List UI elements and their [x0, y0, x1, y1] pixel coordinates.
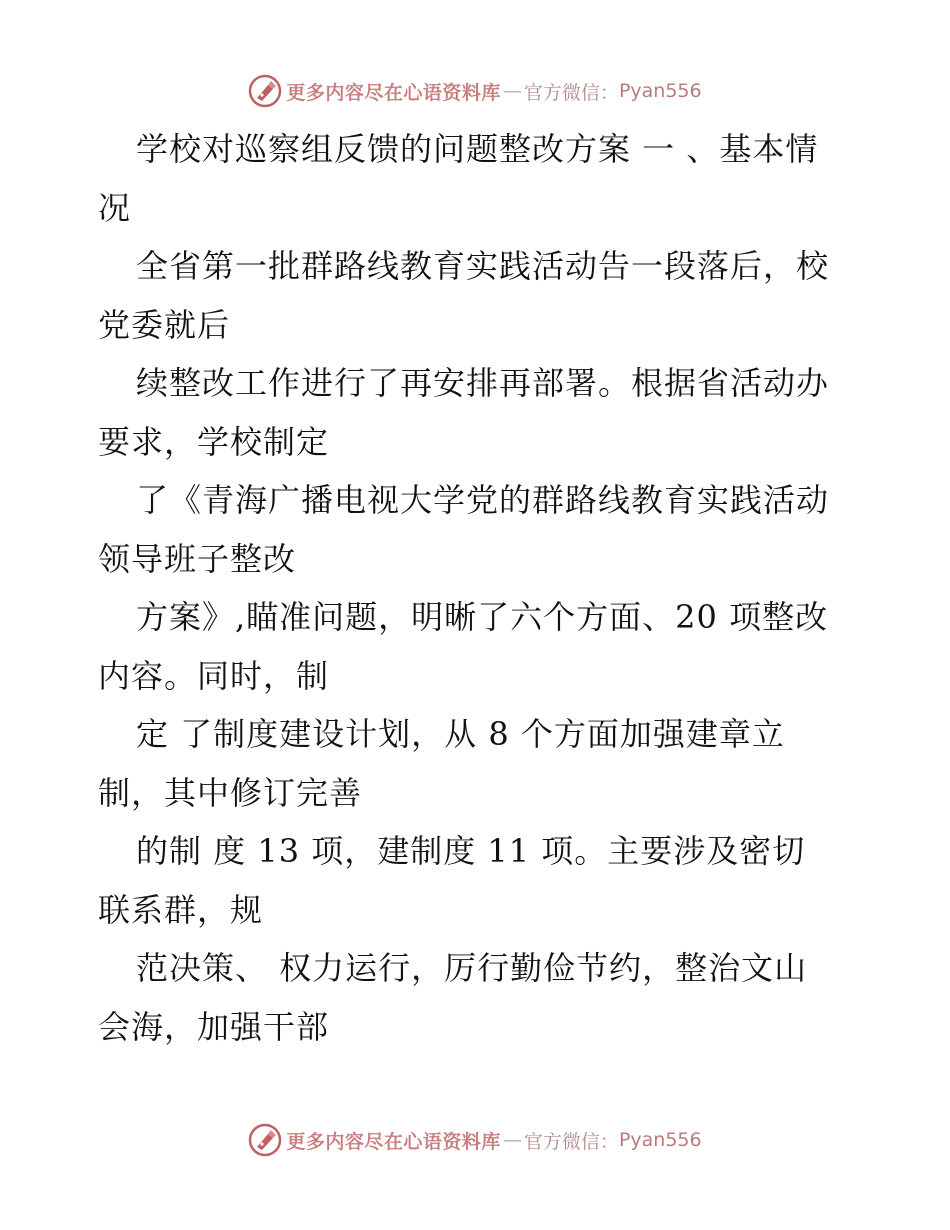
text-line: 范决策、 权力运行，厉行勤俭节约，整治文山	[136, 949, 808, 987]
document-body	[98, 120, 858, 1056]
text-line: 领导班子整改	[98, 539, 297, 578]
watermark-wechat-label: 官方微信：	[523, 1130, 619, 1153]
text-line: 定 了制度建设计划，从 8 个方面加强建章立	[136, 715, 785, 753]
text-line: 况	[98, 188, 132, 227]
watermark-brand-text: 更多内容尽在心语资料库	[286, 1130, 501, 1153]
text-line: 会海，加强干部	[98, 1007, 330, 1046]
watermark-brand-text: 更多内容尽在心语资料库	[286, 81, 501, 104]
pen-nib-seal-icon	[248, 1123, 282, 1157]
text-line: 全省第一批群路线教育实践活动告一段落后，校	[136, 247, 830, 285]
watermark-wechat-id: Pyan556	[618, 1129, 702, 1151]
header-watermark	[0, 71, 950, 111]
text-line: 制，其中修订完善	[98, 773, 363, 812]
watermark-separator: —	[502, 1129, 522, 1151]
text-line: 的制 度 13 项，建制度 11 项。主要涉及密切	[136, 832, 806, 870]
watermark-separator: —	[502, 80, 522, 102]
text-line: 要求，学校制定	[98, 422, 330, 461]
text-line: 方案》,瞄准问题，明晰了六个方面、20 项整改	[136, 598, 829, 636]
watermark-wechat-id: Pyan556	[618, 80, 702, 102]
text-line: 续整改工作进行了再安排再部署。根据省活动办	[136, 364, 830, 402]
text-line: 党委就后	[98, 305, 231, 344]
text-line: 联系群，规	[98, 890, 264, 929]
pen-nib-seal-icon	[248, 74, 282, 108]
footer-watermark	[0, 1120, 950, 1160]
text-line: 学校对巡察组反馈的问题整改方案 一 、基本情	[136, 130, 819, 168]
text-line: 内容。同时，制	[98, 656, 330, 695]
text-line: 了《青海广播电视大学党的群路线教育实践活动	[136, 481, 830, 519]
watermark-wechat-label: 官方微信：	[523, 81, 619, 104]
